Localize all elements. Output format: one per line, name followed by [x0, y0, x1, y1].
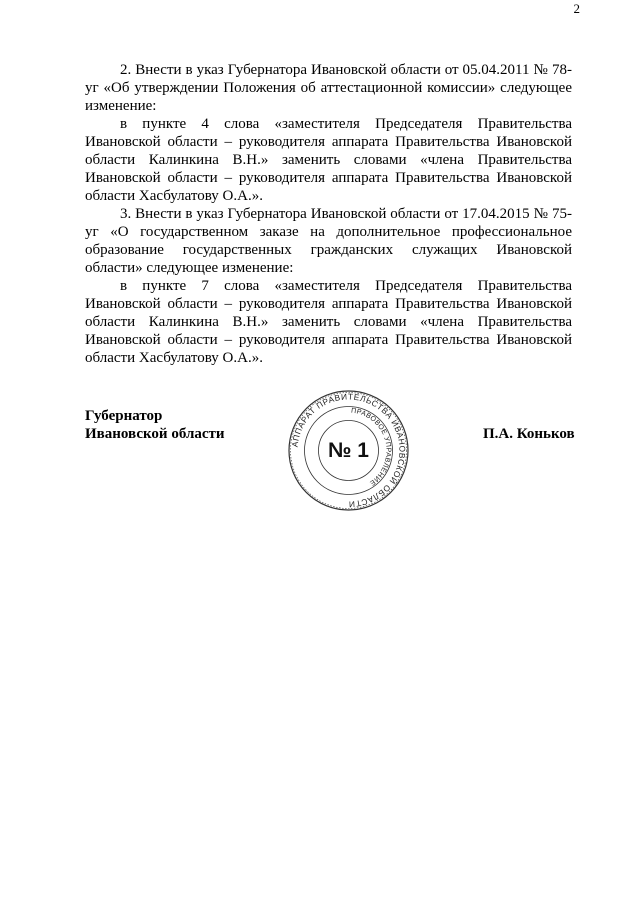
paragraph-item-2-change: в пункте 4 слова «заместителя Председателя Правительства Ивановской области – руководителя аппарата Правительства Ивановской области Калинкина В.Н.» заменить словами «члена Правительства Ивановской области – руководителя аппарата Правительства Ивановской области Хасбулатову О.А.». — [85, 116, 572, 204]
official-seal-stamp — [287, 389, 410, 512]
signatory-title — [85, 407, 225, 443]
svg-text:АППАРАТ ПРАВИТЕЛЬСТВА ИВАНОВСК: АППАРАТ ПРАВИТЕЛЬСТВА ИВАНОВСКОЙ ОБЛАСТИ — [289, 391, 408, 510]
document-body — [85, 61, 572, 367]
svg-text:№ 1: № 1 — [328, 439, 369, 462]
svg-text:ПРАВОВОЕ УПРАВЛЕНИЕ: ПРАВОВОЕ УПРАВЛЕНИЕ — [350, 407, 392, 487]
paragraph-item-2: 2. Внести в указ Губернатора Ивановской области от 05.04.2011 № 78-уг «Об утверждении Положения об аттестационной комиссии» следующее изменение: — [85, 62, 572, 114]
paragraph-item-3: 3. Внести в указ Губернатора Ивановской области от 17.04.2015 № 75-уг «О государственном заказе на дополнительное профессиональное образование государственных гражданских служащих Ивановской области» следующее изменение: — [85, 206, 572, 276]
signatory-title-line1: Губернатор — [85, 408, 163, 424]
signatory-title-line2: Ивановской области — [85, 426, 225, 442]
paragraph-item-3-change: в пункте 7 слова «заместителя Председателя Правительства Ивановской области – руководителя аппарата Правительства Ивановской области Калинкина В.Н.» заменить словами «члена Правительства Ивановской области – руководителя аппарата Правительства Ивановской области Хасбулатову О.А.». — [85, 278, 572, 366]
signatory-name: П.А. Коньков — [483, 426, 575, 442]
page-number: 2 — [573, 1, 580, 16]
